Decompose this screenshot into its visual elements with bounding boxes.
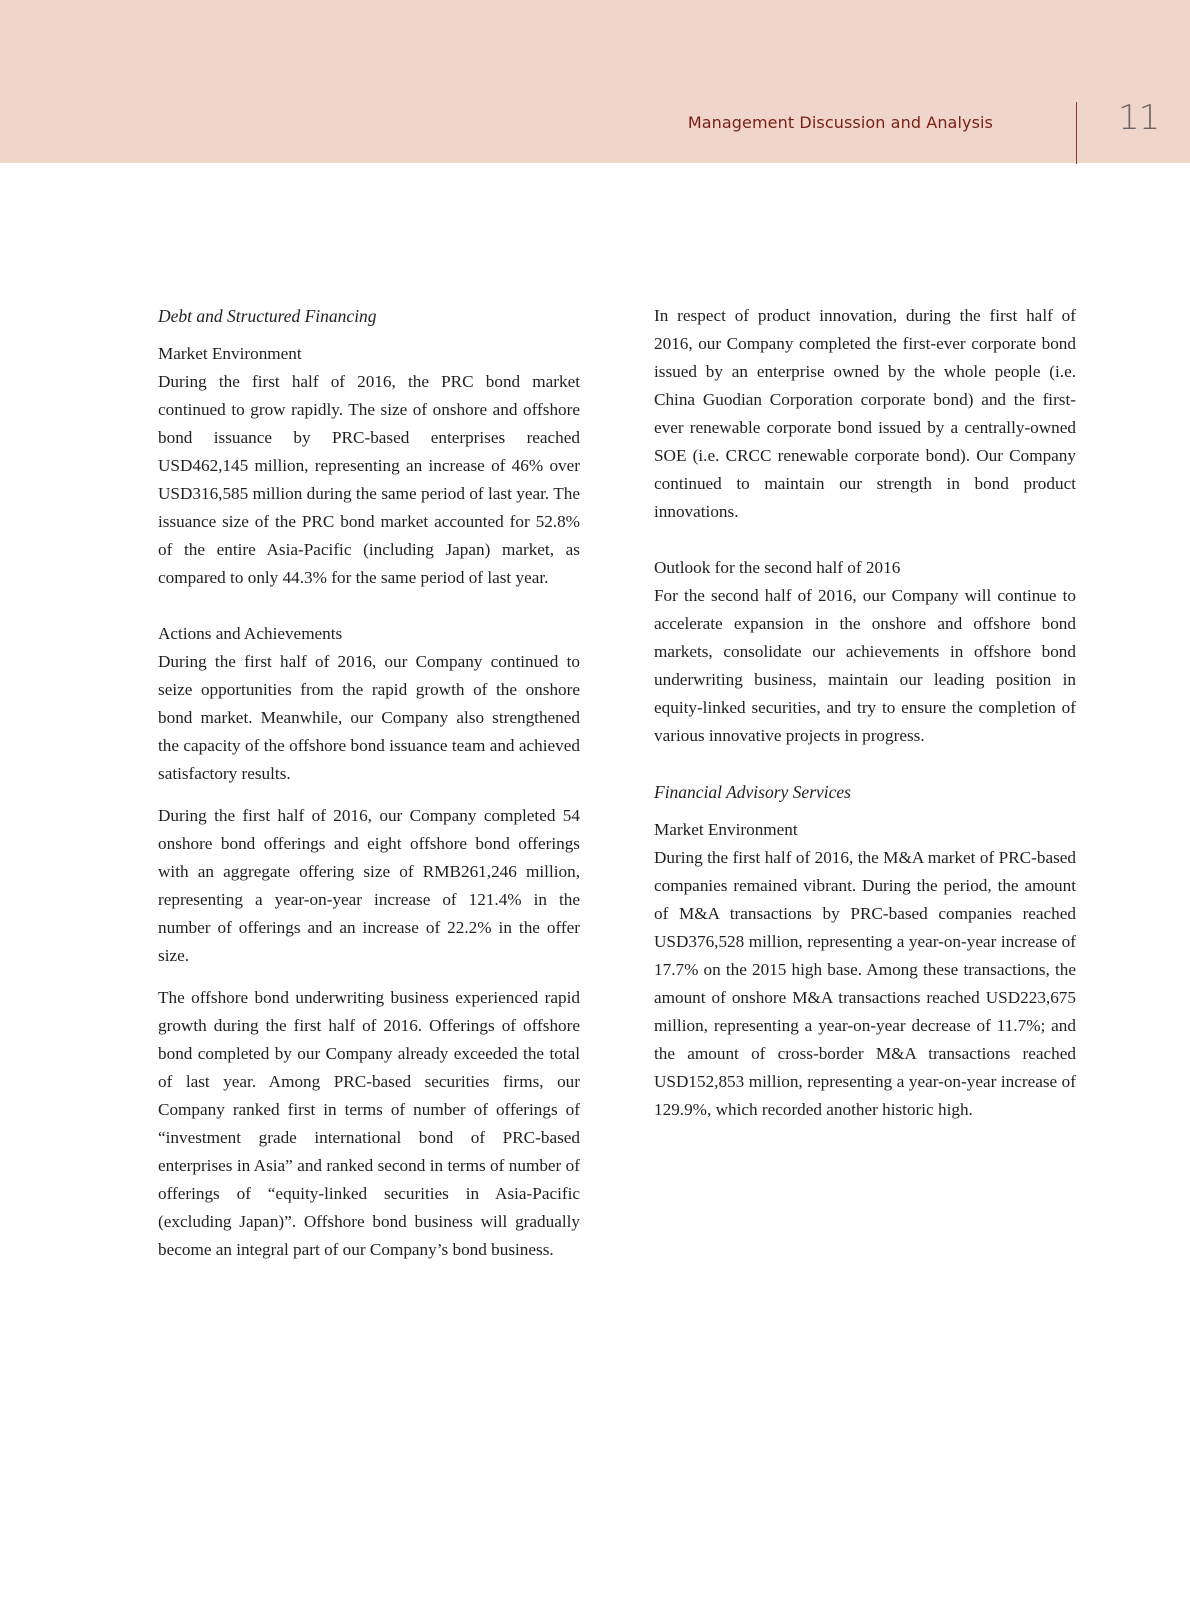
sub-heading-actions-achievements: Actions and Achievements [158, 624, 343, 643]
section-title-debt-structured-financing: Debt and Structured Financing [158, 306, 377, 326]
page-number: 11 [1118, 98, 1160, 138]
outlook-block [654, 554, 1076, 750]
paragraph-actions-1: During the first half of 2016, our Company continued to seize opportunities from the rapid growth of the onshore bond market. Meanwhile, our Company also strengthened the capacity of the offshore bond issuance team and achieved satisfactory results. [158, 652, 580, 783]
fa-market-environment-block [654, 816, 1076, 1124]
paragraph-fa-market-environment: During the first half of 2016, the M&A market of PRC-based companies remained vibrant. During the period, the amount of M&A transactions by PRC-based companies reached USD376,528 million, representing a year-on-year increase of 17.7% on the 2015 high base. Among these transactions, the amount of onshore M&A transactions reached USD223,675 million, representing a year-on-year decrease of 11.7%; and the amount of cross-border M&A transactions reached USD152,853 million, representing a year-on-year increase of 129.9%, which recorded another historic high. [654, 848, 1076, 1119]
actions-achievements-block [158, 620, 580, 1264]
section-title-financial-advisory: Financial Advisory Services [654, 782, 851, 802]
sub-heading-fa-market-environment: Market Environment [654, 820, 798, 839]
sub-heading-outlook: Outlook for the second half of 2016 [654, 558, 901, 577]
header-band [0, 0, 1190, 163]
paragraph-outlook: For the second half of 2016, our Company will continue to accelerate expansion in the onshore and offshore bond markets, consolidate our achievements in offshore bond underwriting business, maintain our leading position in equity-linked securities, and try to ensure the completion of various innovative projects in progress. [654, 586, 1076, 745]
header-divider [1076, 102, 1077, 164]
paragraph-actions-3: The offshore bond underwriting business experienced rapid growth during the first half of 2016. Offerings of offshore bond completed by our Company already exceeded the total of last year. Among PRC-based securities firms, our Company ranked first in terms of number of offerings of “investment grade international bond of PRC-based enterprises in Asia” and ranked second in terms of number of offerings of “equity-linked securities in Asia-Pacific (excluding Japan)”. Offshore bond business will gradually become an integral part of our Company’s bond business. [158, 988, 580, 1259]
paragraph-product-innovation: In respect of product innovation, during the first half of 2016, our Company completed the first-ever corporate bond issued by an enterprise owned by the whole people (i.e. China Guodian Corporation corporate bond) and the first-ever renewable corporate bond issued by a centrally-owned SOE (i.e. CRCC renewable corporate bond). Our Company continued to maintain our strength in bond product innovations. [654, 306, 1076, 521]
right-column [654, 302, 1076, 1124]
running-title: Management Discussion and Analysis [687, 113, 993, 132]
market-environment-block [158, 340, 580, 592]
paragraph-market-environment: During the first half of 2016, the PRC bond market continued to grow rapidly. The size of onshore and offshore bond issuance by PRC-based enterprises reached USD462,145 million, representing an increase of 46% over USD316,585 million during the same period of last year. The issuance size of the PRC bond market accounted for 52.8% of the entire Asia-Pacific (including Japan) market, as compared to only 44.3% for the same period of last year. [158, 372, 580, 587]
sub-heading-market-environment: Market Environment [158, 344, 302, 363]
left-column [158, 302, 580, 1264]
paragraph-actions-2: During the first half of 2016, our Company completed 54 onshore bond offerings and eight offshore bond offerings with an aggregate offering size of RMB261,246 million, representing a year-on-year increase of 121.4% in the number of offerings and an increase of 22.2% in the offer size. [158, 806, 580, 965]
